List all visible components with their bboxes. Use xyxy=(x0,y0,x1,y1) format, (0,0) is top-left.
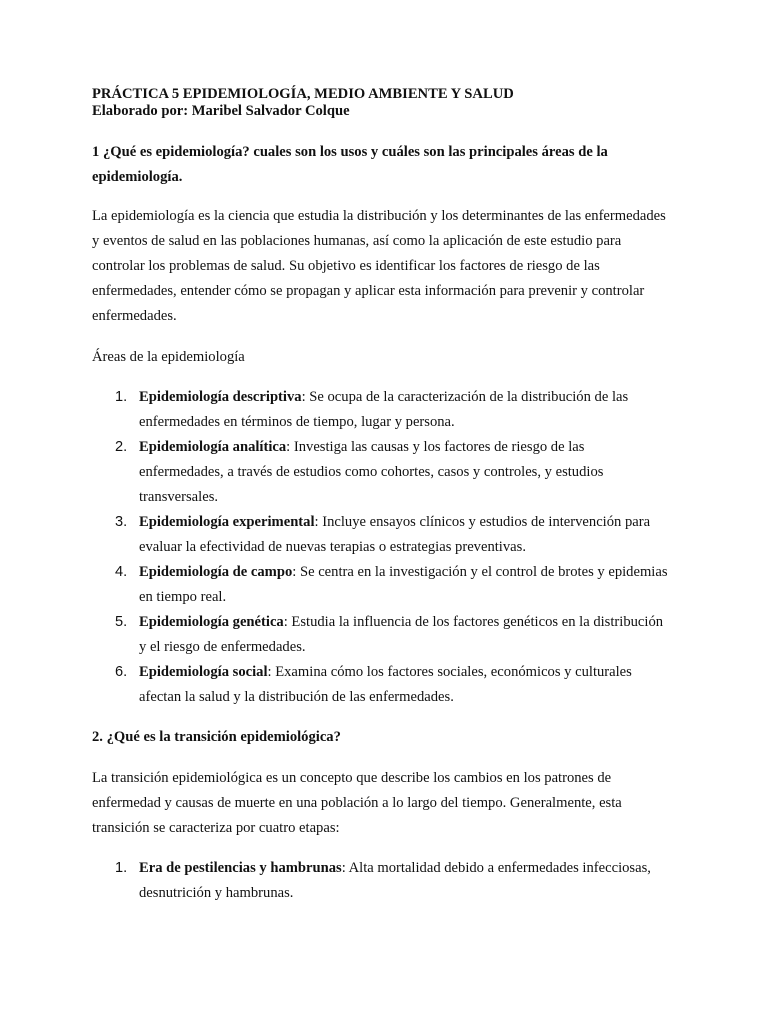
list-number: 1. xyxy=(115,389,128,405)
list-item xyxy=(92,660,672,710)
question-1: 1 ¿Qué es epidemiología? cuales son los usos y cuáles son las principales áreas de la epidemiología. xyxy=(92,144,608,185)
area-term: Epidemiología descriptiva xyxy=(139,389,302,405)
list-item xyxy=(92,610,672,660)
answer-2-paragraph: La transición epidemiológica es un concepto que describe los cambios en los patrones de enfermedad y causas de muerte en una población a lo largo del tiempo. Generalmente, esta transición se caracteriza por cuatro etapas: xyxy=(92,770,622,836)
document-title: PRÁCTICA 5 EPIDEMIOLOGÍA, MEDIO AMBIENTE Y SALUD xyxy=(92,86,514,102)
document-page xyxy=(92,86,672,906)
area-description: : Estudia la influencia de los factores genéticos en la distribución y el riesgo de enfermedades. xyxy=(139,614,664,655)
area-term: Epidemiología social xyxy=(139,664,268,680)
answer-1-paragraph: La epidemiología es la ciencia que estudia la distribución y los determinantes de las enfermedades y eventos de salud en las poblaciones humanas, así como la aplicación de este estudio para controlar los problemas de salud. Su objetivo es identificar los factores de riesgo de las enfermedades, entender cómo se propagan y aplicar esta información para prevenir y controlar enfermedades. xyxy=(92,208,666,324)
stage-description: : Alta mortalidad debido a enfermedades infecciosas, desnutrición y hambrunas. xyxy=(139,860,651,901)
list-number: 4. xyxy=(115,564,128,580)
areas-heading: Áreas de la epidemiología xyxy=(92,349,245,365)
area-description: : Examina cómo los factores sociales, económicos y culturales afectan la salud y la distribución de las enfermedades. xyxy=(139,664,632,705)
areas-list xyxy=(92,385,672,710)
list-item xyxy=(92,856,672,906)
list-number: 2. xyxy=(115,439,128,455)
stage-term: Era de pestilencias y hambrunas xyxy=(139,860,342,876)
stages-list xyxy=(92,856,672,906)
list-number: 5. xyxy=(115,614,128,630)
area-description: : Se centra en la investigación y el control de brotes y epidemias en tiempo real. xyxy=(139,564,668,605)
area-term: Epidemiología de campo xyxy=(139,564,293,580)
area-description: : Incluye ensayos clínicos y estudios de intervención para evaluar la efectividad de nuevas terapias o estrategias preventivas. xyxy=(139,514,651,555)
list-item xyxy=(92,510,672,560)
question-2: 2. ¿Qué es la transición epidemiológica? xyxy=(92,729,341,745)
area-term: Epidemiología genética xyxy=(139,614,284,630)
list-item xyxy=(92,435,672,510)
document-author: Elaborado por: Maribel Salvador Colque xyxy=(92,103,350,119)
list-item xyxy=(92,560,672,610)
area-term: Epidemiología experimental xyxy=(139,514,315,530)
area-term: Epidemiología analítica xyxy=(139,439,287,455)
list-number: 6. xyxy=(115,664,128,680)
list-number: 1. xyxy=(115,860,128,876)
area-description: : Investiga las causas y los factores de riesgo de las enfermedades, a través de estudios como cohortes, casos y controles, y estudios transversales. xyxy=(139,439,604,505)
list-number: 3. xyxy=(115,514,128,530)
list-item xyxy=(92,385,672,435)
area-description: : Se ocupa de la caracterización de la distribución de las enfermedades en términos de tiempo, lugar y persona. xyxy=(139,389,629,430)
